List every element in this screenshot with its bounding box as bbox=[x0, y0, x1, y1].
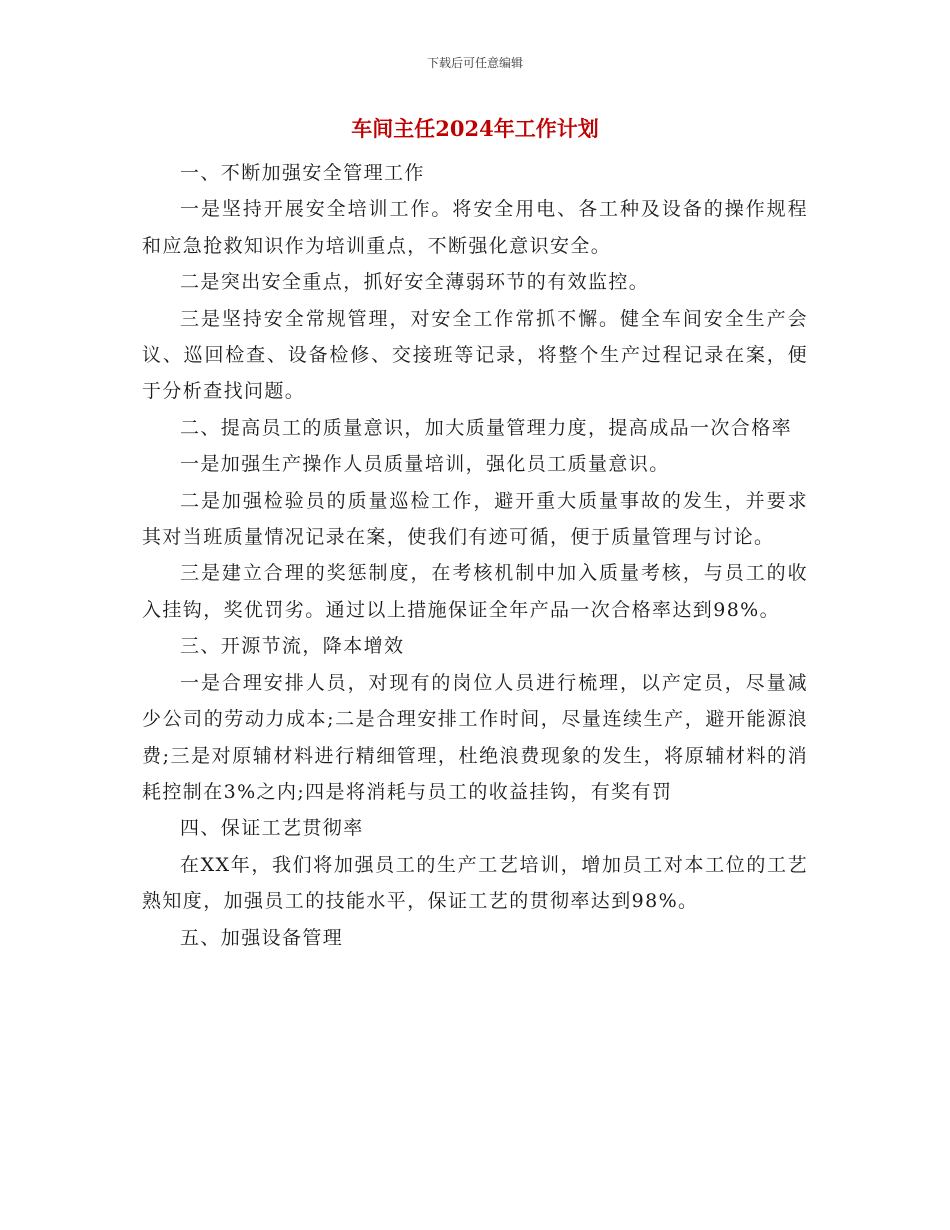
section-heading-process: 四、保证工艺贯彻率 bbox=[180, 817, 364, 840]
paragraph-quality-inspection: 二是加强检验员的质量巡检工作，避开重大质量事故的发生，并要求其对当班质量情况记录在案，使我们有迹可循，便于质量管理与讨论。 bbox=[142, 489, 808, 549]
paragraph-cost-measures: 一是合理安排人员，对现有的岗位人员进行梳理，以产定员，尽量减少公司的劳动力成本;二是合理安排工作时间，尽量连续生产，避开能源浪费;三是对原辅材料进行精细管理，杜绝浪费现象的发生，将原辅材料的消耗控制在3%之内;四是将消耗与员工的收益挂钩，有奖有罚 bbox=[142, 671, 808, 803]
paragraph-quality-training: 一是加强生产操作人员质量培训，强化员工质量意识。 bbox=[180, 453, 670, 476]
document-title: 车间主任2024年工作计划 bbox=[351, 116, 599, 141]
paragraph-safety-focus: 二是突出安全重点，抓好安全薄弱环节的有效监控。 bbox=[180, 271, 650, 294]
paragraph-process-training: 在XX年，我们将加强员工的生产工艺培训，增加员工对本工位的工艺熟知度，加强员工的技能水平，保证工艺的贯彻率达到98%。 bbox=[142, 853, 808, 913]
section-heading-equipment: 五、加强设备管理 bbox=[180, 926, 344, 949]
header-note: 下载后可任意编辑 bbox=[426, 56, 523, 70]
section-heading-safety: 一、不断加强安全管理工作 bbox=[180, 162, 425, 184]
section-heading-cost: 三、开源节流，降本增效 bbox=[180, 635, 405, 658]
section-heading-quality: 二、提高员工的质量意识，加大质量管理力度，提高成品一次合格率 bbox=[180, 416, 793, 439]
document-body bbox=[142, 155, 808, 956]
paragraph-safety-training: 一是坚持开展安全培训工作。将安全用电、各工种及设备的操作规程和应急抢救知识作为培训重点，不断强化意识安全。 bbox=[142, 198, 808, 257]
paragraph-quality-incentives: 三是建立合理的奖惩制度，在考核机制中加入质量考核，与员工的收入挂钩，奖优罚劣。通过以上措施保证全年产品一次合格率达到98%。 bbox=[142, 562, 808, 621]
paragraph-safety-routine: 三是坚持安全常规管理，对安全工作常抓不懈。健全车间安全生产会议、巡回检查、设备检修、交接班等记录，将整个生产过程记录在案，便于分析查找问题。 bbox=[142, 307, 808, 403]
